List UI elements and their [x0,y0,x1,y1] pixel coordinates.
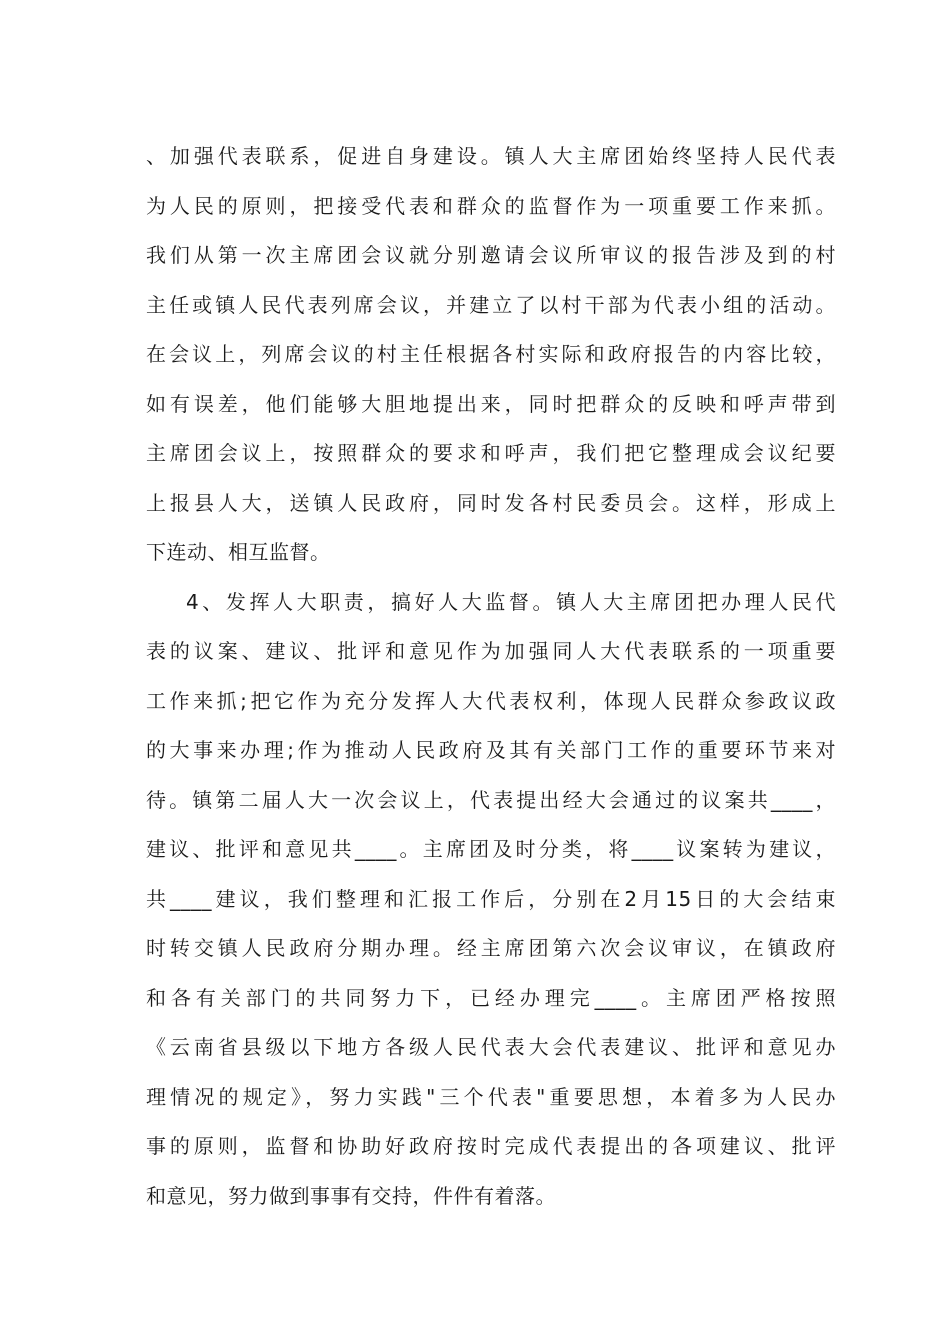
text-line: 表的议案、建议、批评和意见作为加强同人大代表联系的一项重要 [146,639,836,663]
text-line: 的大事来办理;作为推动人民政府及其有关部门工作的重要环节来对 [146,738,836,762]
text-line: 为人民的原则，把接受代表和群众的监督作为一项重要工作来抓。 [146,193,836,218]
text-line: 和意见，努力做到事事有交持，件件有着落。 [146,1183,556,1208]
text-line: 建议、批评和意见共____。主席团及时分类，将____议案转为建议， [146,837,836,861]
text-line: 在会议上，列席会议的村主任根据各村实际和政府报告的内容比较， [146,342,836,366]
text-line: 主任或镇人民代表列席会议，并建立了以村干部为代表小组的活动。 [146,292,836,317]
paragraph-1 [146,132,836,578]
text-line: 如有误差，他们能够大胆地提出来，同时把群众的反映和呼声带到 [146,391,836,416]
text-line: 工作来抓;把它作为充分发挥人大代表权利，体现人民群众参政议政 [146,688,836,713]
text-line: 下连动、相互监督。 [146,540,331,564]
text-line: 事的原则，监督和协助好政府按时完成代表提出的各项建议、批评 [146,1134,836,1158]
text-line: 上报县人大，送镇人民政府，同时发各村民委员会。这样，形成上 [146,490,836,515]
text-line: 共____建议，我们整理和汇报工作后，分别在2月15日的大会结束 [146,886,836,911]
text-line: 和各有关部门的共同努力下，已经办理完____。主席团严格按照 [146,985,836,1010]
paragraph-2 [146,578,836,1222]
text-line: 时转交镇人民政府分期办理。经主席团第六次会议审议，在镇政府 [146,936,836,960]
text-line: 《云南省县级以下地方各级人民代表大会代表建议、批评和意见办 [146,1035,836,1059]
text-line: 待。镇第二届人大一次会议上，代表提出经大会通过的议案共____， [146,787,836,812]
document-body [146,132,836,1221]
text-line: 、加强代表联系，促进自身建设。镇人大主席团始终坚持人民代表 [146,144,836,168]
text-line: 我们从第一次主席团会议就分别邀请会议所审议的报告涉及到的村 [146,243,836,267]
text-line: 主席团会议上，按照群众的要求和呼声，我们把它整理成会议纪要 [146,441,836,465]
text-line: 理情况的规定》，努力实践"三个代表"重要思想，本着多为人民办 [146,1084,836,1109]
text-line: 4、发挥人大职责，搞好人大监督。镇人大主席团把办理人民代 [186,589,836,614]
